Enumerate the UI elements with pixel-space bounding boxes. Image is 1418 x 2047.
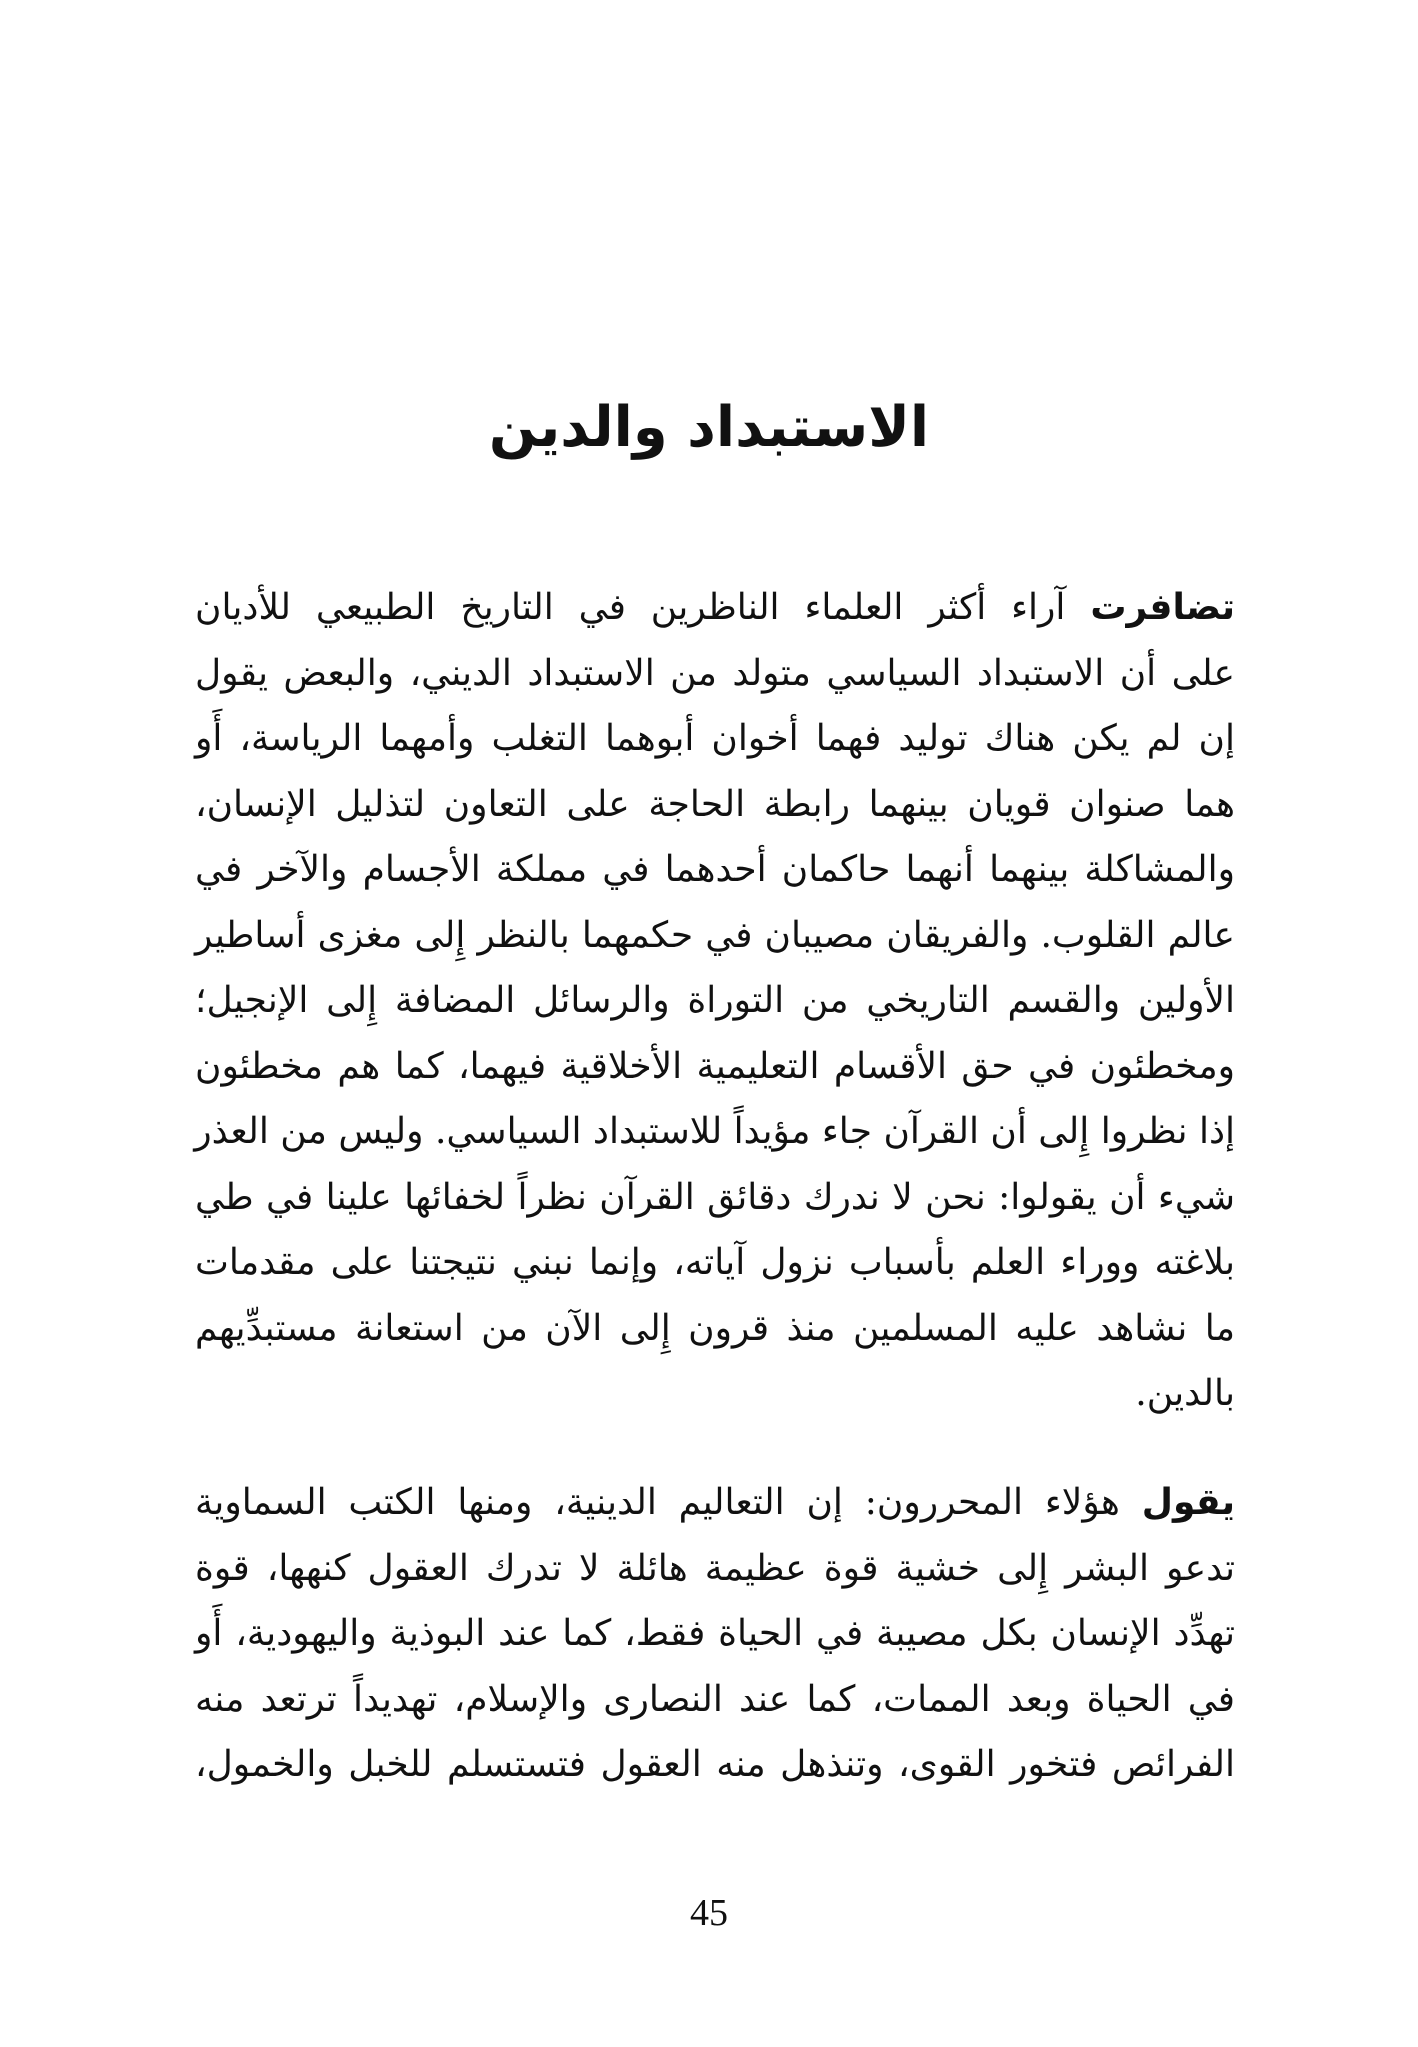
text-line: عالم القلوب. والفريقان مصيبان في حكمهما بالنظر إِلى مغزى أساطير	[195, 914, 1235, 956]
text-line: ما نشاهد عليه المسلمين منذ قرون إِلى الآن من استعانة مستبدِّيهم	[195, 1307, 1235, 1349]
page-number: 45	[690, 1892, 728, 1934]
text-line: تدعو البشر إِلى خشية قوة عظيمة هائلة لا تدرك العقول كنهها، قوة	[195, 1547, 1235, 1589]
text-line: شيء أن يقولوا: نحن لا ندرك دقائق القرآن نظراً لخفائها علينا في طي	[195, 1176, 1235, 1218]
text-line	[195, 1470, 1235, 1536]
text-line: الفرائص فتخور القوى، وتنذهل منه العقول فتستسلم للخبل والخمول،	[195, 1744, 1235, 1785]
text-line: الأولين والقسم التاريخي من التوراة والرسائل المضافة إِلى الإنجيل؛	[195, 980, 1235, 1021]
lead-word: تضافرت	[1090, 587, 1235, 628]
text-line: إذا نظروا إِلى أن القرآن جاء مؤيداً للاستبداد السياسي. وليس من العذر	[194, 1111, 1235, 1152]
lead-word: يقول	[1141, 1482, 1235, 1523]
line-text: هؤلاء المحررون: إن التعاليم الدينية، ومنها الكتب السماوية	[195, 1482, 1142, 1523]
text-line: على أن الاستبداد السياسي متولد من الاستبداد الديني، والبعض يقول	[195, 652, 1235, 694]
text-line: هما صنوان قويان بينهما رابطة الحاجة على التعاون لتذليل الإنسان،	[195, 783, 1235, 825]
text-line: إن لم يكن هناك توليد فهما أخوان أبوهما التغلب وأمهما الرياسة، أَو	[195, 718, 1235, 759]
text-line	[195, 575, 1235, 641]
text-line: ومخطئون في حق الأقسام التعليمية الأخلاقية فيهما، كما هم مخطئون	[195, 1045, 1235, 1087]
paragraph-1	[195, 575, 1235, 1427]
text-line: تهدِّد الإنسان بكل مصيبة في الحياة فقط، كما عند البوذية واليهودية، أَو	[195, 1613, 1235, 1654]
line-text: آراء أكثر العلماء الناظرين في التاريخ الطبيعي للأديان	[195, 587, 1091, 628]
text-line: والمشاكلة بينهما أنهما حاكمان أحدهما في مملكة الأجسام والآخر في	[195, 849, 1235, 890]
text-line: بالدين.	[1135, 1373, 1235, 1414]
paragraph-2	[195, 1470, 1235, 1798]
text-line: بلاغته ووراء العلم بأسباب نزول آياته، وإنما نبني نتيجتنا على مقدمات	[195, 1242, 1235, 1283]
text-line: في الحياة وبعد الممات، كما عند النصارى والإسلام، تهديداً ترتعد منه	[195, 1678, 1235, 1720]
chapter-title: الاستبداد والدين	[488, 395, 930, 460]
